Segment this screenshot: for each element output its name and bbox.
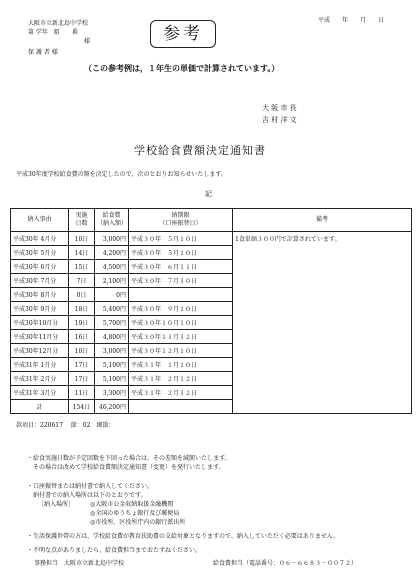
cell-days: 19日 xyxy=(69,316,95,330)
cell-remarks: 1食単価３００円で計算されています。 xyxy=(233,232,412,414)
note-welfare: ・生活保護世帯の方は、学校給食費が教育扶助費の支給対象となりますので、納入していただく必要はありません。 xyxy=(27,533,340,540)
total-due-empty xyxy=(129,400,233,414)
col-month-header: 納入事由 xyxy=(11,209,69,232)
payment-place-label: ［納入場所］ xyxy=(38,501,75,508)
codes-line: 款項目：220617 節：02 細節： xyxy=(16,422,115,429)
cell-month: 平成31年 2月分 xyxy=(11,372,69,386)
office-contact: 事務担当 大阪市立新北島中学校 xyxy=(34,560,125,567)
cell-amount: 3,000円 xyxy=(95,232,129,246)
cell-due: 平成３０年 ５月１０日 xyxy=(129,246,233,260)
note-reduction-2: その場合は改めて学校給食費額決定通知書（変更）を発行いたします。 xyxy=(33,464,225,471)
issue-date: 平成 年 月 日 xyxy=(318,17,385,24)
cell-month: 平成30年 9月分 xyxy=(11,302,69,316)
cell-month: 平成30年 7月分 xyxy=(11,274,69,288)
cell-due xyxy=(129,288,233,302)
sanko-stamp: 参考 xyxy=(150,20,216,48)
col-remarks-header: 備考 xyxy=(233,209,412,232)
cell-days: 11日 xyxy=(69,386,95,400)
cell-days: 10日 xyxy=(69,344,95,358)
fee-table xyxy=(10,208,412,414)
cell-days: 17日 xyxy=(69,358,95,372)
grade-class-number: 第 学年 組 番 xyxy=(28,29,78,36)
cell-days: 0日 xyxy=(69,288,95,302)
cell-month: 平成30年 8月分 xyxy=(11,288,69,302)
cell-days: 18日 xyxy=(69,302,95,316)
col-amount-header: 給食費 （納入額） xyxy=(95,209,129,232)
cell-due: 平成３０年 ６月１１日 xyxy=(129,260,233,274)
cell-due: 平成３１年 １月１０日 xyxy=(129,358,233,372)
cell-month: 平成31年 3月分 xyxy=(11,386,69,400)
col-due-header: 納期限 （口座振替日） xyxy=(129,209,233,232)
cell-amount: 3,300円 xyxy=(95,386,129,400)
cell-days: 16日 xyxy=(69,330,95,344)
cell-days: 14日 xyxy=(69,246,95,260)
phone-contact: 給食費担当（電話番号：０６－６６８３－００７２） xyxy=(213,560,358,567)
cell-due: 平成３０年１２月１０日 xyxy=(129,344,233,358)
note-inquiry: ・不明な点がありましたら、給食費担当までおたずねください。 xyxy=(27,547,202,554)
cell-month: 平成30年11月分 xyxy=(11,330,69,344)
note-reduction-1: ・給食実施日数が予定回数を下回った場合は、その差額を減額いたします。 xyxy=(27,455,231,462)
cell-amount: 5,100円 xyxy=(95,358,129,372)
payment-place-1: ◎大阪市公金収納取扱金融機関 xyxy=(90,501,174,508)
sama-label: 様 xyxy=(84,38,91,45)
cell-amount: 4,500円 xyxy=(95,260,129,274)
cell-due: 平成３０年１０月１０日 xyxy=(129,316,233,330)
cell-due: 平成３０年 ７月１０日 xyxy=(129,274,233,288)
ki-label: 記 xyxy=(205,190,212,198)
cell-month: 平成30年 6月分 xyxy=(11,260,69,274)
total-amount: 46,200円 xyxy=(95,400,129,414)
document-title: 学校給食費額決定通知書 xyxy=(134,144,266,157)
cell-days: 15日 xyxy=(69,260,95,274)
note-payment-2: 納付書での納入場所は以下のとおりです。 xyxy=(33,492,147,499)
cell-amount: 4,200円 xyxy=(95,246,129,260)
intro-text: 平成30年度学校給食費の額を決定したので、次のとおりお知らせいたします。 xyxy=(16,171,227,178)
issuer-name: 吉 村 洋 文 xyxy=(262,116,297,124)
school-name: 大阪市立新北島中学校 xyxy=(28,20,89,27)
note-payment-1: ・口座振替または納付書で納入してください。 xyxy=(27,483,154,490)
cell-amount: 0円 xyxy=(95,288,129,302)
cell-due: 平成３０年 ９月１０日 xyxy=(129,302,233,316)
total-days: 154日 xyxy=(69,400,95,414)
cell-days: 7日 xyxy=(69,274,95,288)
cell-days: 10日 xyxy=(69,232,95,246)
cell-amount: 3,000円 xyxy=(95,344,129,358)
cell-due: 平成３１年 ２月１２日 xyxy=(129,372,233,386)
cell-month: 平成30年 4月分 xyxy=(11,232,69,246)
payment-place-2: ◎全国のゆうちょ銀行及び郵便局 xyxy=(90,510,180,517)
cell-amount: 5,700円 xyxy=(95,316,129,330)
cell-month: 平成31年 1月分 xyxy=(11,358,69,372)
issuer-title: 大 阪 市 長 xyxy=(262,104,297,112)
cell-amount: 5,100円 xyxy=(95,372,129,386)
table-row xyxy=(11,232,412,246)
cell-amount: 2,100円 xyxy=(95,274,129,288)
col-days-header: 実施 日数 xyxy=(69,209,95,232)
cell-month: 平成30年 5月分 xyxy=(11,246,69,260)
payment-place-3: ◎市役所、区役所庁内の銀行派出所 xyxy=(90,519,186,526)
guardian-label: 保 護 者 様 xyxy=(28,49,58,56)
total-label: 計 xyxy=(11,400,69,414)
table-header-row xyxy=(11,209,412,232)
cell-month: 平成30年10月分 xyxy=(11,316,69,330)
example-note: （この参考例は，１年生の単価で計算されています。） xyxy=(84,63,280,73)
cell-days: 17日 xyxy=(69,372,95,386)
cell-due: 平成３０年１１月１２日 xyxy=(129,330,233,344)
cell-due: 平成３１年 ２月１２日 xyxy=(129,386,233,400)
cell-due: 平成３０年 ５月１０日 xyxy=(129,232,233,246)
cell-month: 平成30年12月分 xyxy=(11,344,69,358)
cell-amount: 4,800円 xyxy=(95,330,129,344)
cell-amount: 5,400円 xyxy=(95,302,129,316)
